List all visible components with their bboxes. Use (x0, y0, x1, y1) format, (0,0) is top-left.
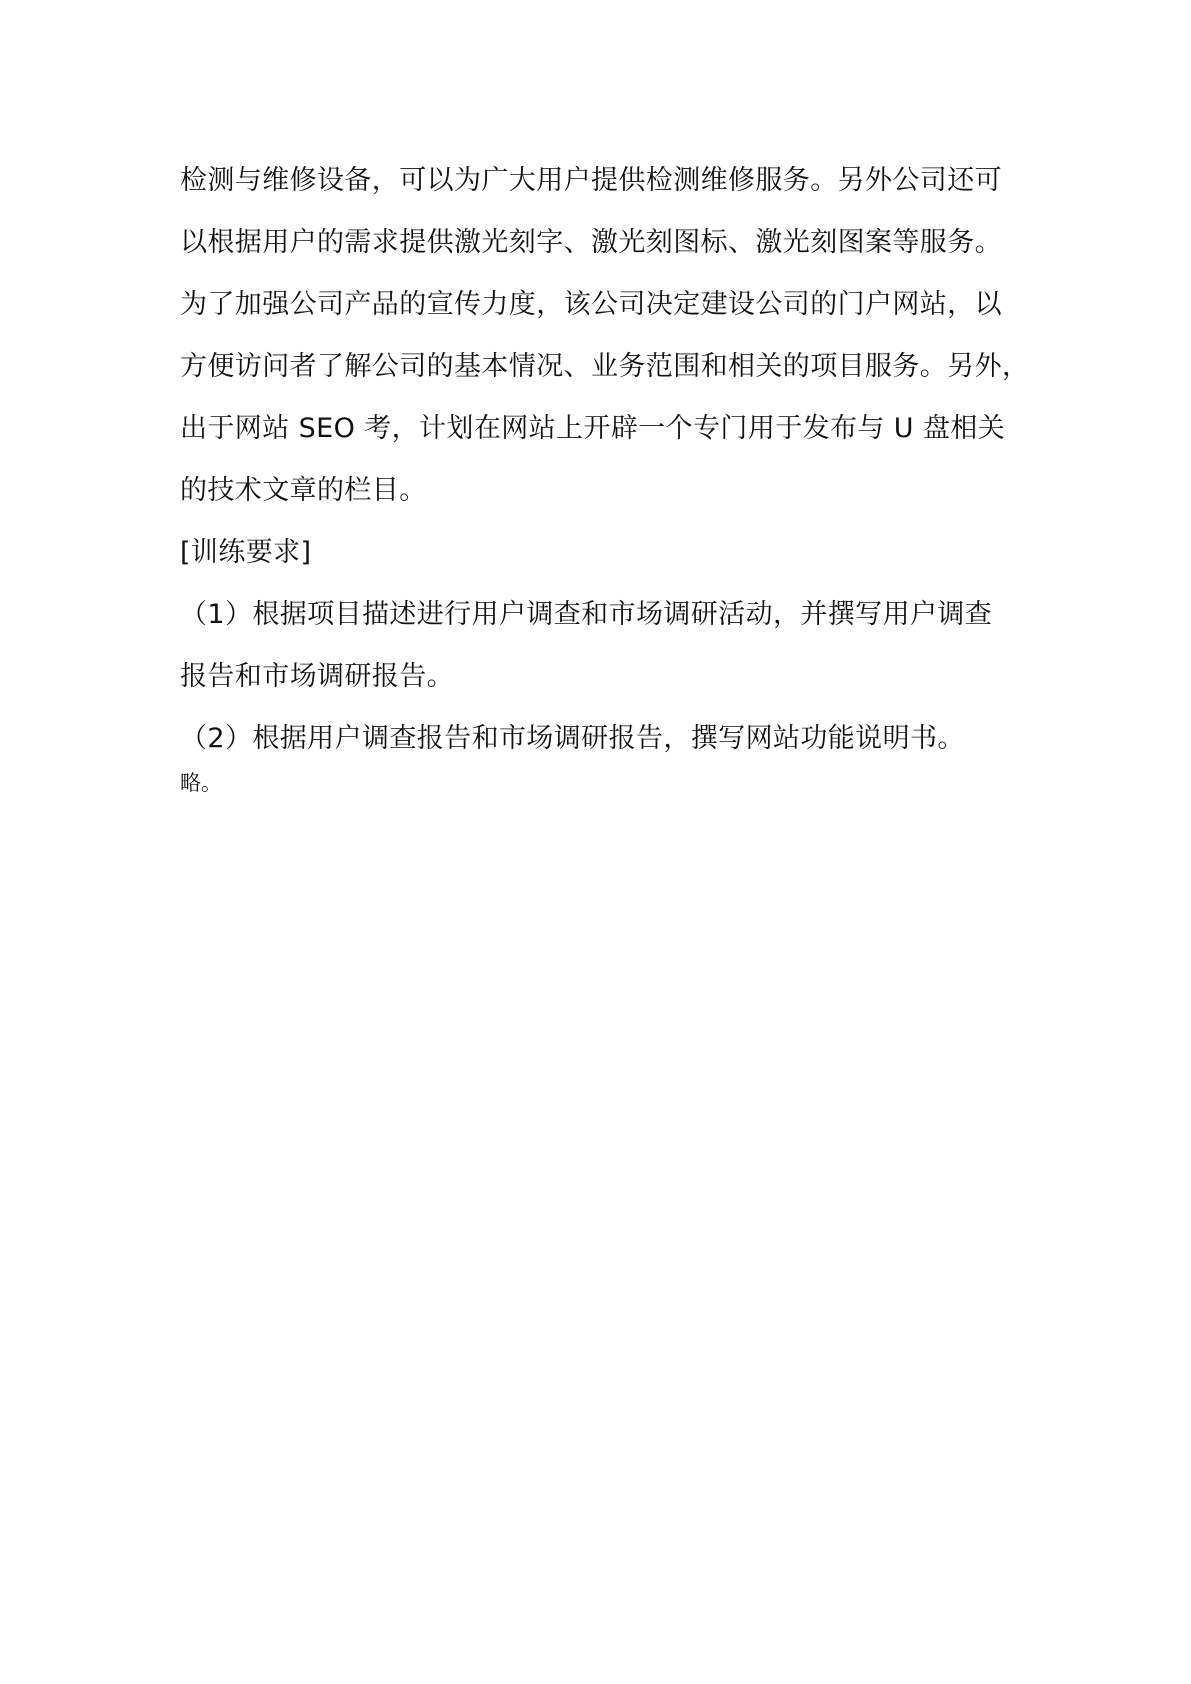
intro-line: 出于网站 SEO 考，计划在网站上开辟一个专门用于发布与 U 盘相关 (180, 413, 1006, 444)
requirement-line: （2）根据用户调查报告和市场调研报告，撰写网站功能说明书。 (180, 723, 965, 754)
intro-line: 的技术文章的栏目。 (180, 475, 427, 506)
document-body (180, 150, 1030, 770)
section-heading: [训练要求] (180, 537, 312, 568)
requirement-line: （1）根据项目描述进行用户调查和市场调研活动，并撰写用户调查 (180, 599, 993, 630)
intro-line: 以根据用户的需求提供激光刻字、激光刻图标、激光刻图案等服务。 (180, 227, 1002, 258)
intro-line: 检测与维修设备，可以为广大用户提供检测维修服务。另外公司还可 (180, 165, 1002, 196)
intro-line: 方便访问者了解公司的基本情况、业务范围和相关的项目服务。另外， (180, 351, 1030, 382)
requirement-line: 报告和市场调研报告。 (180, 661, 454, 692)
note-text: 略。 (180, 771, 222, 795)
intro-line: 为了加强公司产品的宣传力度，该公司决定建设公司的门户网站，以 (180, 289, 1002, 320)
